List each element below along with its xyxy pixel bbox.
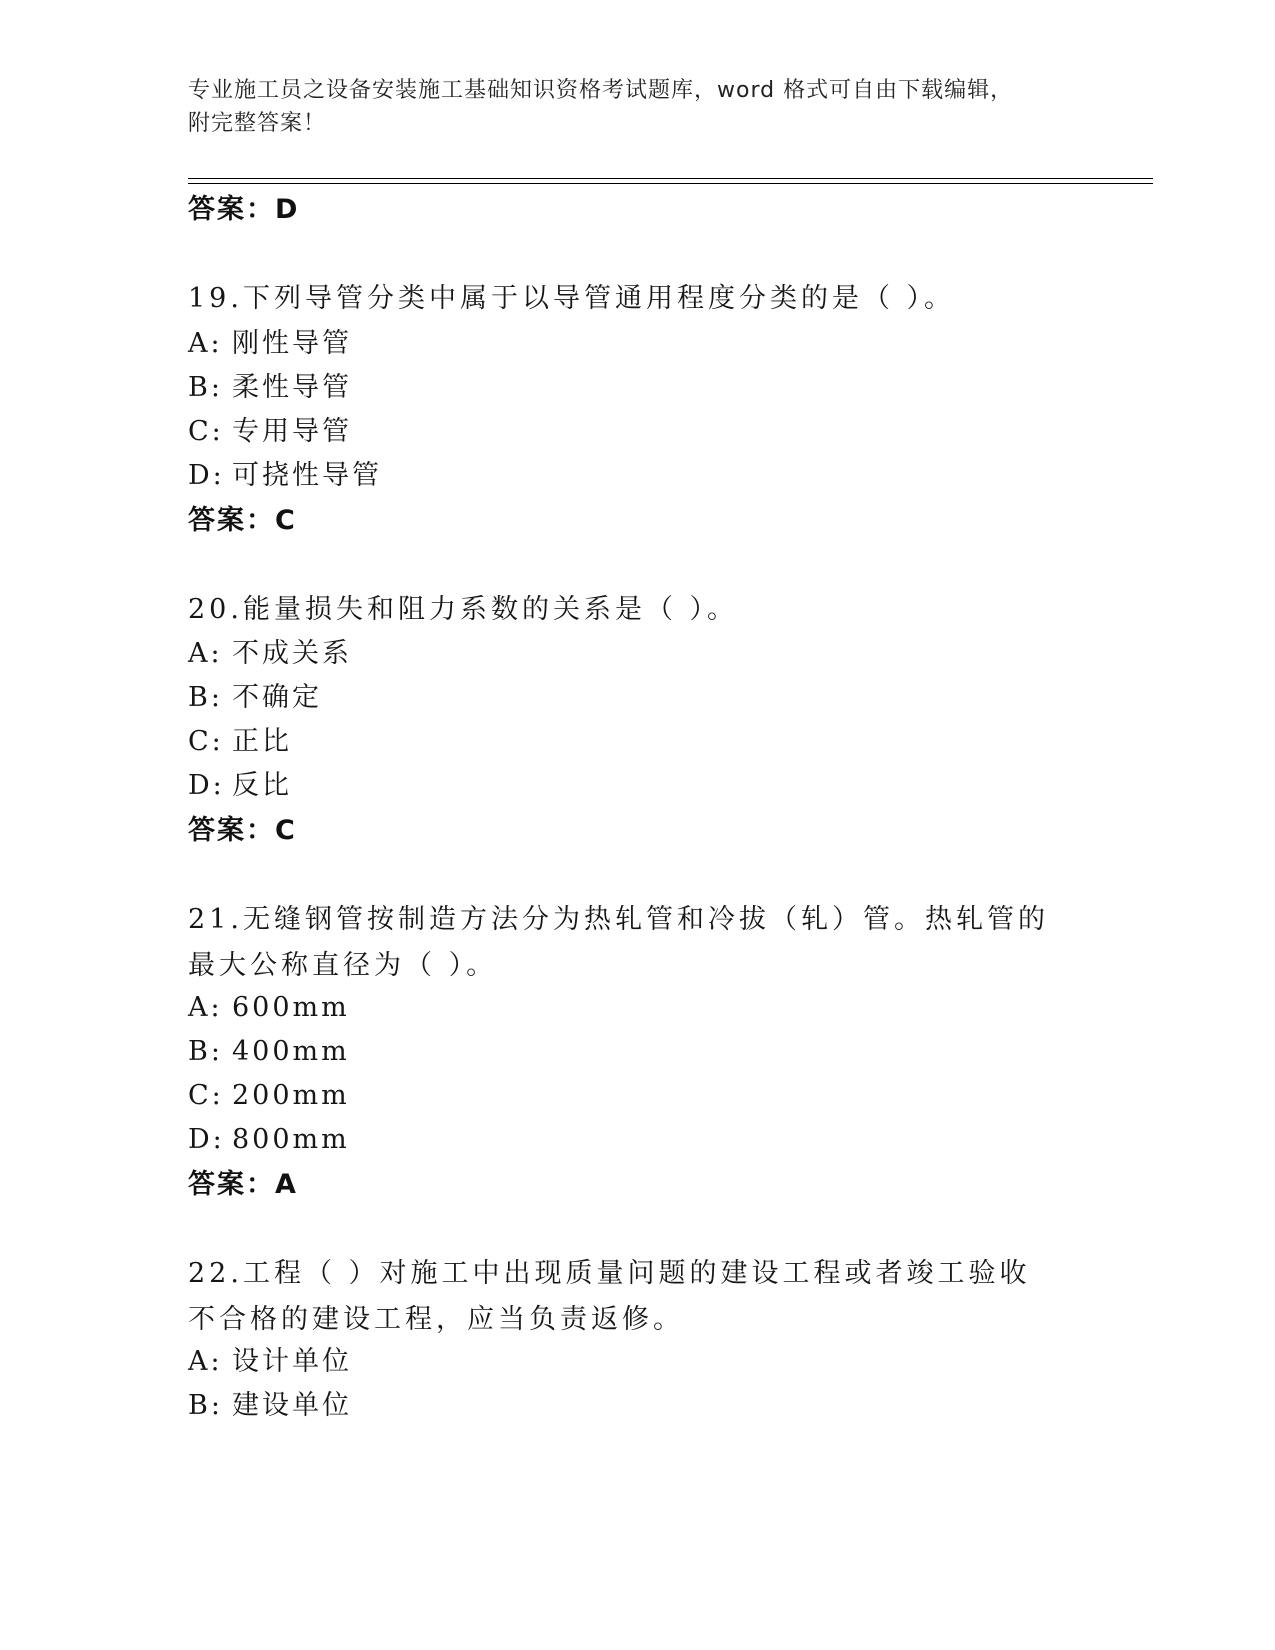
option-text: 600mm xyxy=(232,992,350,1023)
option-text: 400mm xyxy=(232,1036,350,1067)
option-text: 刚性导管 xyxy=(232,328,352,359)
option-text: 可挠性导管 xyxy=(232,460,382,491)
option-text: 不确定 xyxy=(232,682,322,713)
option-text: 设计单位 xyxy=(232,1346,352,1377)
option-text: 建设单位 xyxy=(232,1390,352,1421)
option-letter: C: xyxy=(188,416,224,447)
question-20-option-a xyxy=(188,631,352,677)
option-letter: D: xyxy=(188,770,225,801)
option-letter: A: xyxy=(188,328,223,359)
header-divider-top xyxy=(188,178,1153,179)
question-22-option-b xyxy=(188,1383,352,1429)
option-letter: D: xyxy=(188,1124,225,1155)
header-line-2: 附完整答案！ xyxy=(188,111,327,136)
option-letter: A: xyxy=(188,1346,223,1377)
option-text: 不成关系 xyxy=(232,638,352,669)
document-header xyxy=(188,74,1068,140)
question-19-option-d xyxy=(188,453,382,499)
question-22-text: 22.工程（ ）对施工中出现质量问题的建设工程或者竣工验收不合格的建设工程，应当负责返修。 xyxy=(188,1258,1031,1335)
option-letter: C: xyxy=(188,726,224,757)
option-letter: D: xyxy=(188,460,225,491)
question-19-text: 19.下列导管分类中属于以导管通用程度分类的是（ ）。 xyxy=(188,283,956,314)
option-text: 800mm xyxy=(232,1124,350,1155)
question-21-option-c xyxy=(188,1073,350,1119)
question-19-option-c xyxy=(188,409,352,455)
option-text: 柔性导管 xyxy=(232,372,352,403)
question-20-option-b xyxy=(188,675,322,721)
question-21-answer: 答案：A xyxy=(188,1169,298,1200)
previous-answer: 答案：D xyxy=(188,194,300,225)
header-line-1: 专业施工员之设备安装施工基础知识资格考试题库，word 格式可自由下载编辑， xyxy=(188,78,1014,103)
question-20-answer: 答案：C xyxy=(188,815,297,846)
question-19-answer: 答案：C xyxy=(188,505,297,536)
question-19-option-b xyxy=(188,365,352,411)
question-22-option-a xyxy=(188,1339,352,1385)
option-letter: B: xyxy=(188,1390,223,1421)
question-20-option-c xyxy=(188,719,292,765)
option-letter: B: xyxy=(188,1036,223,1067)
option-letter: B: xyxy=(188,682,223,713)
question-19-option-a xyxy=(188,321,352,367)
question-21-option-a xyxy=(188,985,350,1031)
question-20-text: 20.能量损失和阻力系数的关系是（ ）。 xyxy=(188,594,739,625)
option-text: 反比 xyxy=(232,770,292,801)
question-21-option-d xyxy=(188,1117,350,1163)
option-letter: A: xyxy=(188,638,223,669)
header-divider-bottom xyxy=(188,183,1153,184)
option-text: 200mm xyxy=(232,1080,350,1111)
option-letter: B: xyxy=(188,372,223,403)
question-20-option-d xyxy=(188,763,292,809)
question-21-text: 21.无缝钢管按制造方法分为热轧管和冷拔（轧）管。热轧管的最大公称直径为（ ）。 xyxy=(188,904,1049,981)
option-letter: C: xyxy=(188,1080,224,1111)
option-text: 正比 xyxy=(232,726,292,757)
option-letter: A: xyxy=(188,992,223,1023)
option-text: 专用导管 xyxy=(232,416,352,447)
question-21-option-b xyxy=(188,1029,350,1075)
